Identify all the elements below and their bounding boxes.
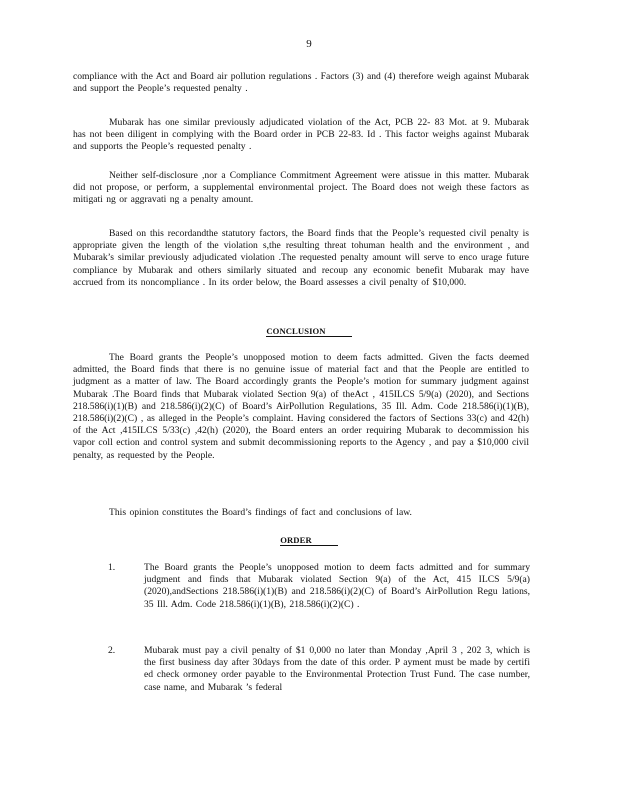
paragraph-penalty-factors: compliance with the Act and Board air pollution regulations . Factors (3) and (4) therefore weigh against Mubarak and support the People’s requested penalty . (73, 71, 529, 95)
paragraph-self-disclosure: Neither self-disclosure ,nor a Compliance Commitment Agreement were atissue in this matter. Mubarak did not propose, or perform, a supplemental environmental project. The Board does not weigh these factors as mitigati ng or aggravati ng a penalty amount. (73, 170, 529, 206)
order-heading-text: ORDER (280, 535, 338, 546)
order-item-text: Mubarak must pay a civil penalty of $1 0,000 no later than Monday ,April 3 , 202 3, which is the first business day after 30days from the date of this order. P ayment must be made by certifi ed check ormoney order payable to the Environmental Protection Trust Fund. The case number, case name, and Mubarak ’s federal (144, 645, 530, 693)
order-item-text: The Board grants the People’s unopposed motion to deem facts admitted and for summary judgment and finds that Mubarak violated Section 9(a) of the Act, 415 ILCS 5/9(a) (2020),andSections 218.586(i)(1)(B) and 218.586(i)(2)(C) of Board’s AirPollution Regu lations, 35 Ill. Adm. Code 218.586(i)(1)(B), 218.586(i)(2)(C) . (144, 562, 530, 610)
paragraph-opinion-statement: This opinion constitutes the Board’s findings of fact and conclusions of law. (109, 507, 412, 518)
paragraph-conclusion: The Board grants the People’s unopposed motion to deem facts admitted. Given the facts deemed admitted, the Board finds that there is no genuine issue of material fact and that the People are entitled to judgment as a matter of law. The Board accordingly grants the People’s motion for summary judgment against Mubarak .The Board finds that Mubarak violated Section 9(a) of theAct , 415ILCS 5/9(a) (2020), and Sections 218.586(i)(1)(B) and 218.586(i)(2)(C) of Board’s AirPollution Regulations, 35 Ill. Adm. Code 218.586(i)(1)(B), 218.586(i)(2)(C) , as alleged in the People’s complaint. Having considered the factors of Sections 33(c) and 42(h) of the Act ,415ILCS 5/33(c) ,42(h) (2020), the Board enters an order requiring Mubarak to decommission his vapor coll ection and control system and submit decommissioning reports to the Agency , and pay a $10,000 civil penalty, as requested by the People. (73, 352, 529, 461)
order-item-number: 1. (108, 562, 116, 573)
page-number: 9 (306, 38, 312, 50)
paragraph-penalty-finding: Based on this recordandthe statutory factors, the Board finds that the People’s requested civil penalty is appropriate given the length of the violation s,the resulting threat tohuman health and the environment , and Mubarak’s similar previously adjudicated violation .The requested penalty amount will serve to enco urage future compliance by Mubarak and others similarly situated and recoup any economic benefit Mubarak may have accrued from its noncompliance . In its order below, the Board assesses a civil penalty of $10,000. (73, 228, 529, 288)
order-item-number: 2. (108, 645, 116, 656)
paragraph-prior-violation: Mubarak has one similar previously adjudicated violation of the Act, PCB 22- 83 Mot. at 9. Mubarak has not been diligent in complying with the Board order in PCB 22-83. Id . This factor weighs against Mubarak and supports the People’s requested penalty . (73, 117, 529, 153)
order-heading (0, 535, 618, 545)
conclusion-heading-text: CONCLUSION (266, 326, 351, 337)
conclusion-heading (0, 326, 618, 336)
